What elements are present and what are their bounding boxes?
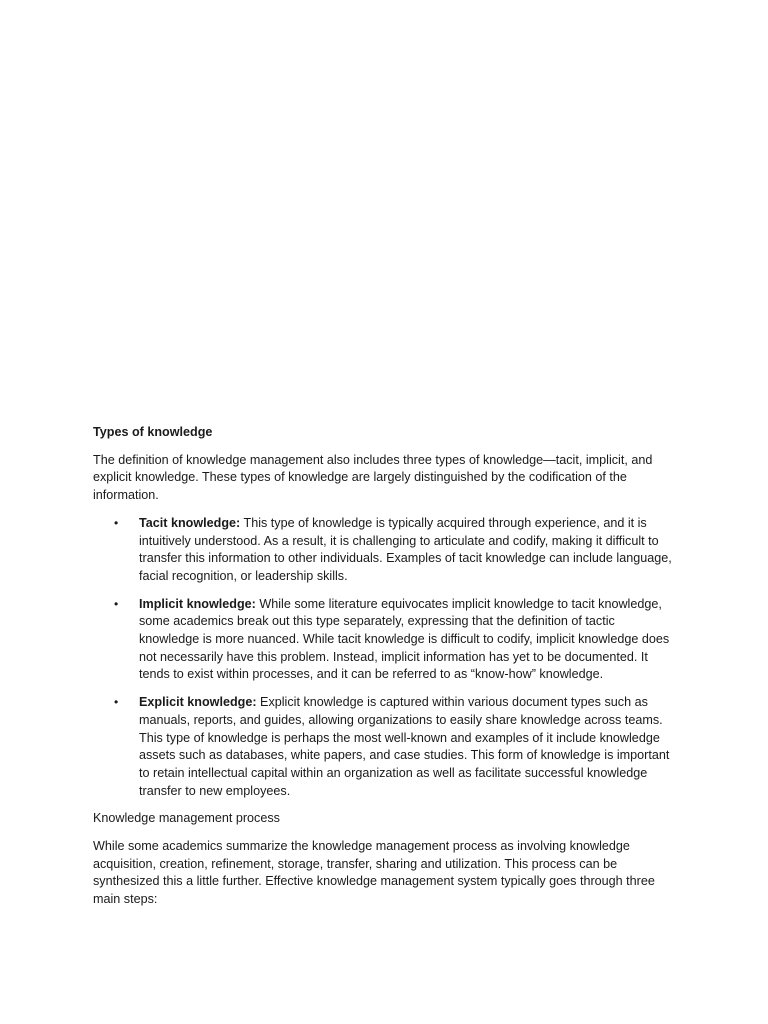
bullet-marker: • bbox=[114, 515, 119, 530]
intro-paragraph: The definition of knowledge management also includes three types of knowledge—tacit, implicit, and explicit knowledge. These types of knowledge are largely distinguished by the codification of the information. bbox=[93, 452, 653, 503]
list-item-explicit bbox=[93, 694, 678, 800]
description-tacit: This type of knowledge is typically acquired through experience, and it is intuitively understood. As a result, it is challenging to articulate and codify, making it difficult to transfer this information to other individuals. Examples of tacit knowledge can include language, facial recognition, or leadership skills. bbox=[139, 515, 672, 583]
term-implicit: Implicit knowledge: bbox=[139, 596, 256, 611]
description-explicit: Explicit knowledge is captured within various document types such as manuals, reports, and guides, allowing organizations to easily share knowledge across teams. This type of knowledge is perhaps the most well-known and examples of it include knowledge assets such as databases, white papers, and case studies. This form of knowledge is important to retain intellectual capital within an organization as well as facilitate successful knowledge transfer to new employees. bbox=[139, 695, 670, 798]
list-item-implicit bbox=[93, 596, 678, 685]
process-paragraph: While some academics summarize the knowledge management process as involving knowledge acquisition, creation, refinement, storage, transfer, sharing and utilization. This process can be synthesized this a little further. Effective knowledge management system typically goes through three main steps: bbox=[93, 839, 655, 907]
term-tacit: Tacit knowledge: bbox=[139, 515, 241, 530]
subsection-heading: Knowledge management process bbox=[93, 811, 280, 826]
bullet-marker: • bbox=[114, 596, 119, 611]
description-implicit: While some literature equivocates implicit knowledge to tacit knowledge, some academics break out this type separately, expressing that the definition of tactic knowledge is more nuanced. While tacit knowledge is difficult to codify, implicit knowledge does not necessarily have this problem. Instead, implicit information has yet to be documented. It tends to exist within processes, and it can be referred to as “know-how” knowledge. bbox=[139, 596, 670, 682]
document-page bbox=[93, 424, 678, 919]
term-explicit: Explicit knowledge: bbox=[139, 695, 257, 710]
list-item-tacit bbox=[93, 515, 678, 586]
knowledge-types-list bbox=[93, 515, 678, 801]
section-heading: Types of knowledge bbox=[93, 425, 213, 439]
bullet-marker: • bbox=[114, 695, 119, 710]
